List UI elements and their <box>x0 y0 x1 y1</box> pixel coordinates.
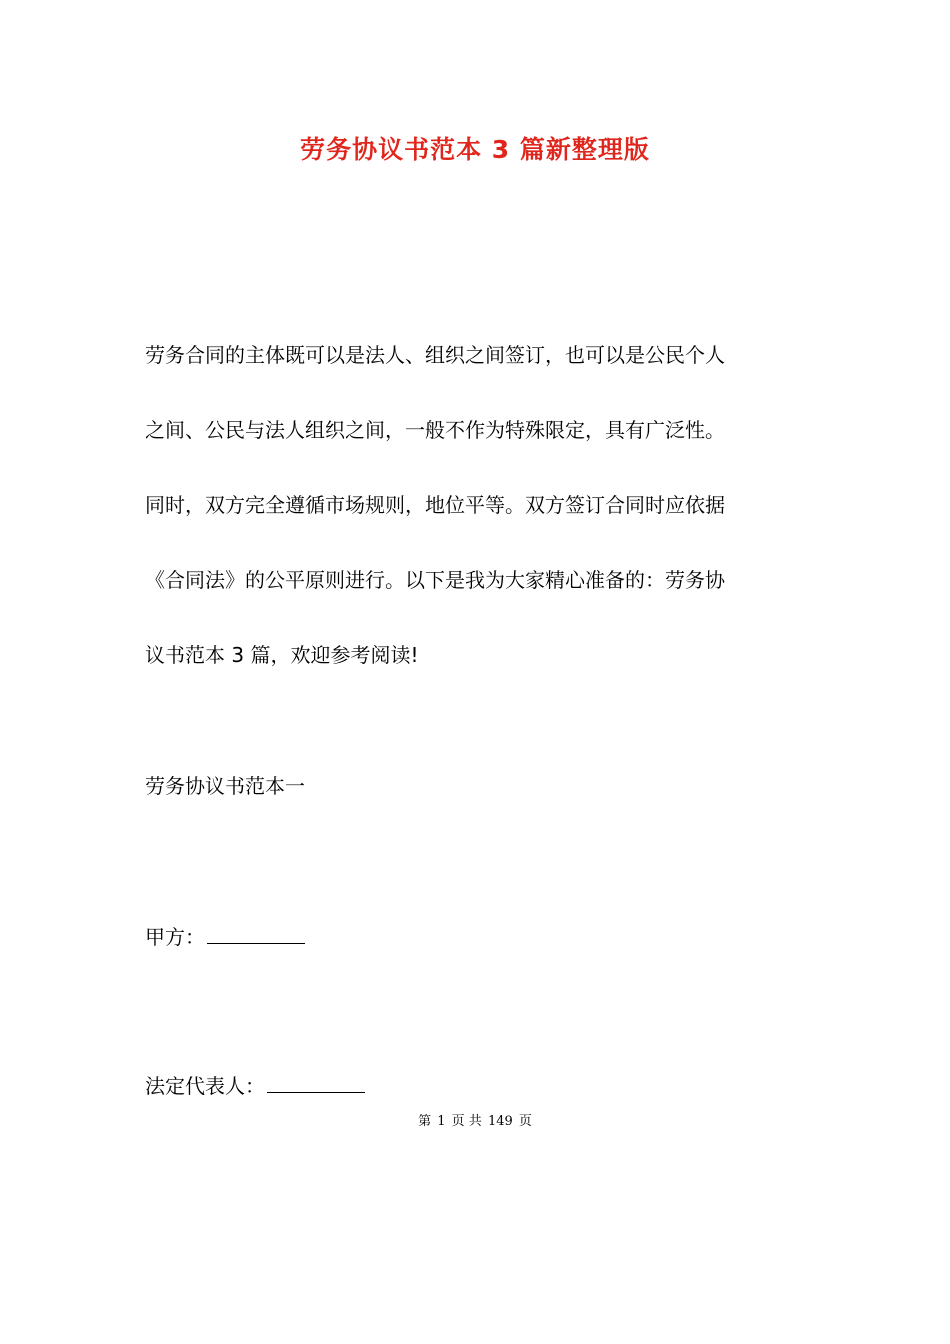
party-a-field <box>145 912 305 962</box>
page-number: 1 <box>437 1114 446 1129</box>
intro-line: 议书范本 3 篇，欢迎参考阅读! <box>145 643 419 667</box>
footer-prefix: 第 <box>418 1114 432 1129</box>
page-footer <box>0 1112 950 1132</box>
legal-representative-field <box>145 1061 365 1111</box>
section-heading: 劳务协议书范本一 <box>145 774 305 798</box>
intro-paragraph <box>145 318 810 693</box>
intro-line: 劳务合同的主体既可以是法人、组织之间签订，也可以是公民个人 <box>145 343 725 367</box>
intro-line: 同时，双方完全遵循市场规则，地位平等。双方签订合同时应依据 <box>145 493 725 517</box>
legal-representative-blank-line <box>267 1072 365 1093</box>
party-a-blank-line <box>207 923 305 944</box>
intro-line: 《合同法》的公平原则进行。以下是我为大家精心准备的：劳务协 <box>145 568 725 592</box>
footer-middle: 页 共 <box>451 1114 482 1129</box>
total-pages: 149 <box>487 1114 513 1129</box>
party-a-label: 甲方： <box>145 925 205 949</box>
intro-line: 之间、公民与法人组织之间，一般不作为特殊限定，具有广泛性。 <box>145 418 725 442</box>
footer-suffix: 页 <box>518 1114 532 1129</box>
document-title: 劳务协议书范本 3 篇新整理版 <box>300 135 650 164</box>
legal-representative-label: 法定代表人： <box>145 1074 265 1098</box>
